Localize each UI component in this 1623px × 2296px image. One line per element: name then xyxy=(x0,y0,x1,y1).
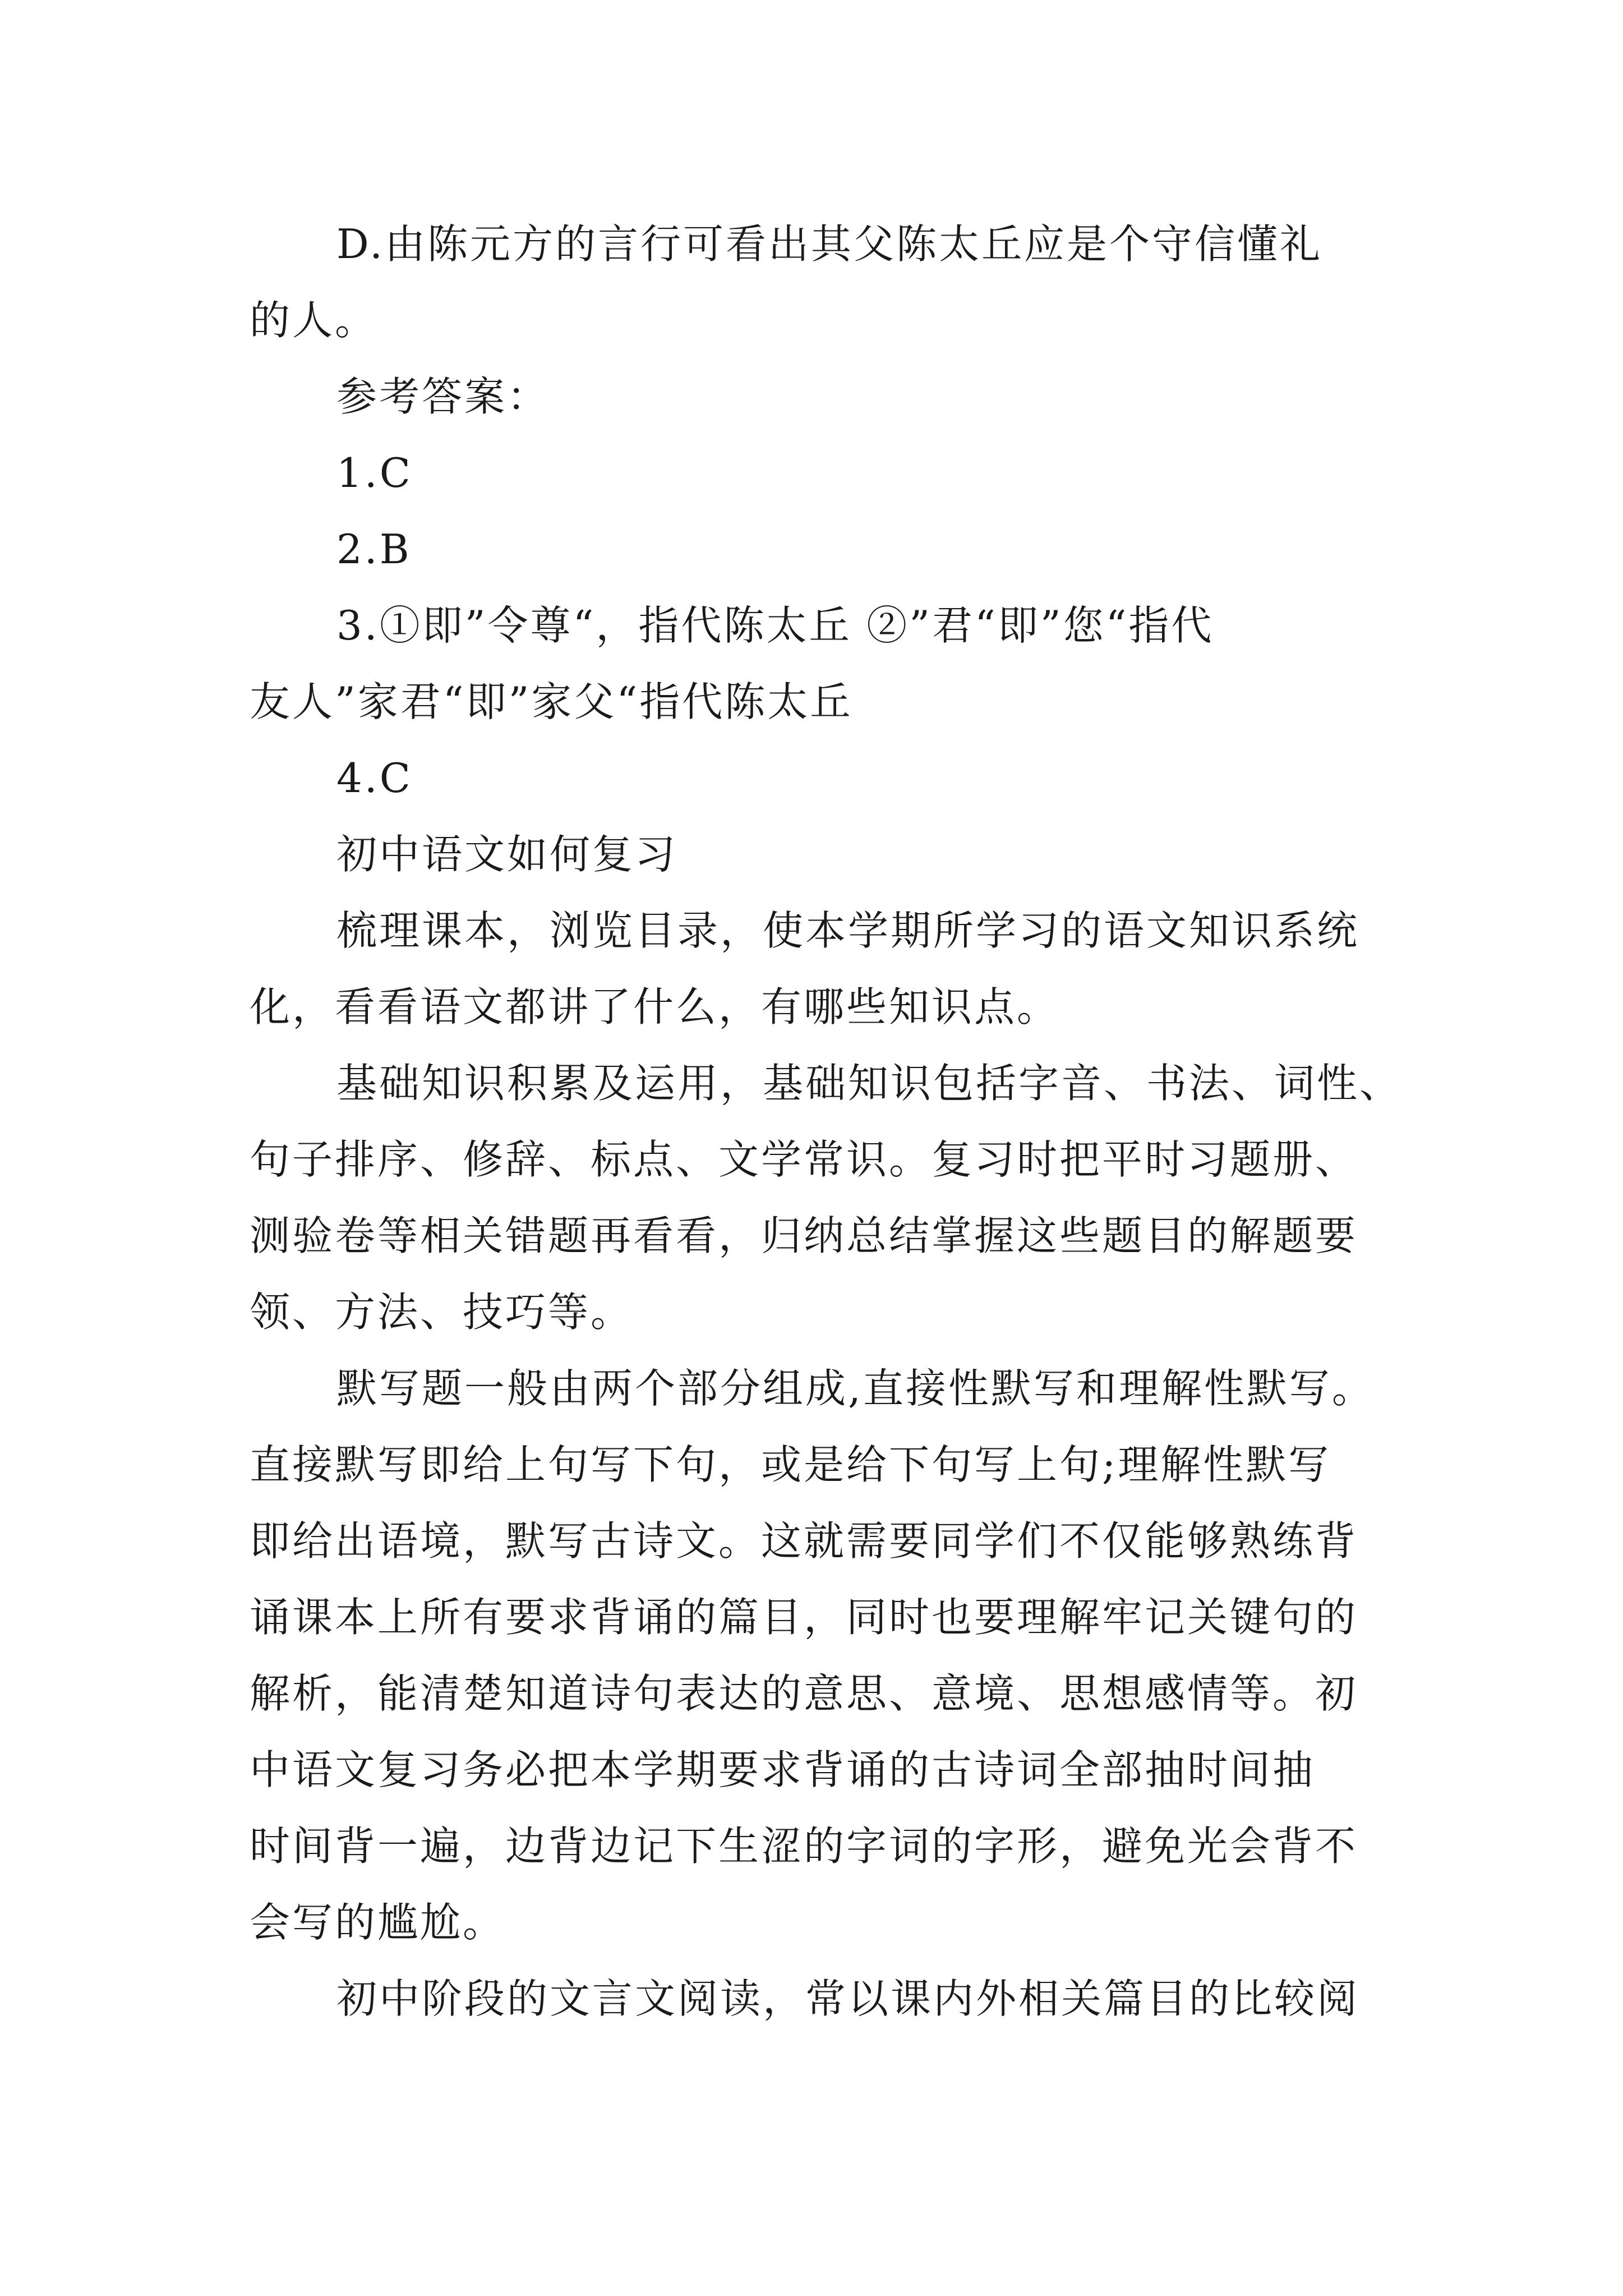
answer-1: 1.C xyxy=(336,449,413,496)
paragraph-1-line-1: 梳理课本，浏览目录，使本学期所学习的语文知识系统 xyxy=(336,907,1360,954)
paragraph-2-line-4: 领、方法、技巧等。 xyxy=(250,1289,634,1336)
paragraph-2-line-3: 测验卷等相关错题再看看，归纳总结掌握这些题目的解题要 xyxy=(250,1212,1358,1259)
section-heading: 初中语文如何复习 xyxy=(336,831,678,878)
paragraph-2-line-2: 句子排序、修辞、标点、文学常识。复习时把平时习题册、 xyxy=(250,1136,1358,1183)
paragraph-3-line-7: 时间背一遍，边背边记下生涩的字词的字形，避免光会背不 xyxy=(250,1823,1358,1870)
paragraph-3-line-8: 会写的尴尬。 xyxy=(250,1899,506,1946)
answer-2: 2.B xyxy=(336,526,412,573)
paragraph-1-line-2: 化，看看语文都讲了什么，有哪些知识点。 xyxy=(250,983,1060,1030)
text-line-d-option-cont: 的人。 xyxy=(250,297,378,344)
answer-3-cont: 友人”家君“即”家父“指代陈太丘 xyxy=(250,678,853,725)
paragraph-3-line-1: 默写题一般由两个部分组成,直接性默写和理解性默写。 xyxy=(336,1365,1375,1412)
answer-heading: 参考答案： xyxy=(336,373,550,420)
answer-3: 3.①即”令尊“，指代陈太丘 ②”君“即”您“指代 xyxy=(336,602,1214,649)
paragraph-3-line-3: 即给出语境，默写古诗文。这就需要同学们不仅能够熟练背 xyxy=(250,1517,1358,1565)
paragraph-4-line-1: 初中阶段的文言文阅读，常以课内外相关篇目的比较阅 xyxy=(336,1975,1360,2022)
paragraph-3-line-4: 诵课本上所有要求背诵的篇目，同时也要理解牢记关键句的 xyxy=(250,1594,1358,1641)
paragraph-2-line-1: 基础知识积累及运用，基础知识包括字音、书法、词性、 xyxy=(336,1060,1403,1107)
paragraph-3-line-6: 中语文复习务必把本学期要求背诵的古诗词全部抽时间抽 xyxy=(250,1746,1316,1793)
paragraph-3-line-5: 解析，能清楚知道诗句表达的意思、意境、思想感情等。初 xyxy=(250,1670,1358,1717)
paragraph-3-line-2: 直接默写即给上句写下句，或是给下句写上句;理解性默写 xyxy=(250,1441,1331,1488)
answer-4: 4.C xyxy=(336,754,413,802)
text-line-d-option: D.由陈元方的言行可看出其父陈太丘应是个守信懂礼 xyxy=(336,220,1323,268)
